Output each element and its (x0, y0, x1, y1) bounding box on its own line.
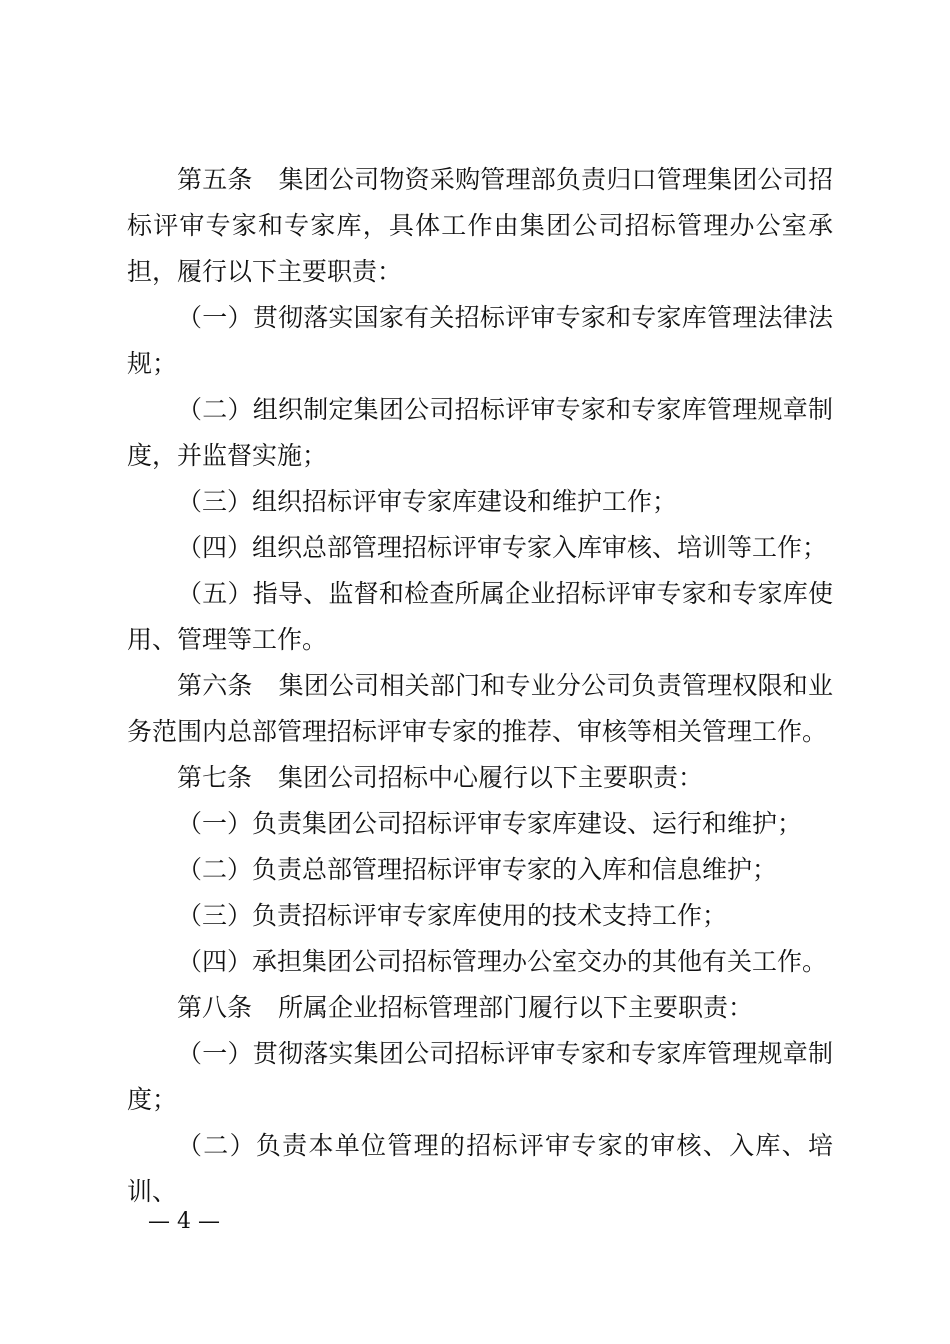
article-number: 第五条 (177, 165, 253, 194)
list-item: （四）承担集团公司招标管理办公室交办的其他有关工作。 (177, 947, 828, 976)
list-item: （四）组织总部管理招标评审专家入库审核、培训等工作； (177, 533, 828, 562)
list-item: （一）贯彻落实国家有关招标评审专家和专家库管理法律法规； (127, 303, 833, 378)
paragraph-article-6 (127, 663, 833, 755)
paragraph-text: 集团公司相关部门和专业分公司负责管理权限和业务范围内总部管理招标评审专家的推荐、审核等相关管理工作。 (127, 671, 833, 746)
paragraph-article-7 (127, 755, 833, 801)
paragraph-article-8 (127, 985, 833, 1031)
list-item: （一）负责集团公司招标评审专家库建设、运行和维护； (177, 809, 803, 838)
article-number: 第七条 (177, 763, 253, 792)
list-item: （五）指导、监督和检查所属企业招标评审专家和专家库使用、管理等工作。 (127, 579, 833, 654)
list-item: （二）负责本单位管理的招标评审专家的审核、入库、培训、 (127, 1131, 833, 1206)
list-item: （二）组织制定集团公司招标评审专家和专家库管理规章制度，并监督实施； (127, 395, 833, 470)
paragraph-text: 集团公司物资采购管理部负责归口管理集团公司招标评审专家和专家库，具体工作由集团公司招标管理办公室承担，履行以下主要职责： (127, 165, 833, 286)
article-number: 第六条 (177, 671, 253, 700)
paragraph-text: 所属企业招标管理部门履行以下主要职责： (278, 993, 754, 1022)
article-number: 第八条 (177, 993, 253, 1022)
list-item: （三）组织招标评审专家库建设和维护工作； (177, 487, 678, 516)
list-item: （三）负责招标评审专家库使用的技术支持工作； (177, 901, 728, 930)
list-item: （二）负责总部管理招标评审专家的入库和信息维护； (177, 855, 778, 884)
document-body (127, 157, 833, 1215)
list-item: （一）贯彻落实集团公司招标评审专家和专家库管理规章制度； (127, 1039, 833, 1114)
paragraph-text: 集团公司招标中心履行以下主要职责： (278, 763, 704, 792)
page-number: — 4 — (148, 1209, 220, 1234)
paragraph-article-5 (127, 157, 833, 295)
